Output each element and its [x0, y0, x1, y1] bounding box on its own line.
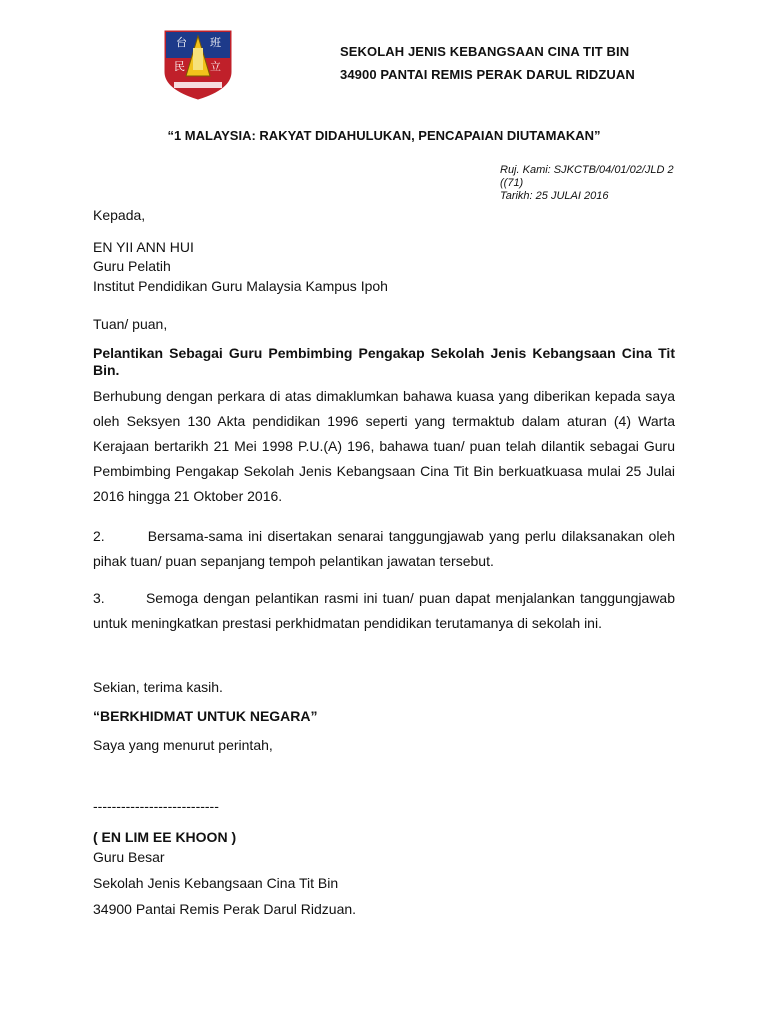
signature-line: ---------------------------	[93, 798, 219, 814]
school-logo	[160, 28, 236, 100]
reference-number: Ruj. Kami: SJKCTB/04/01/02/JLD 2	[500, 164, 674, 176]
school-address: 34900 PANTAI REMIS PERAK DARUL RIDZUAN	[340, 67, 635, 82]
recipient-institution: Institut Pendidikan Guru Malaysia Kampus Ipoh	[93, 278, 388, 294]
to-label: Kepada,	[93, 207, 146, 223]
closing-thanks: Sekian, terima kasih.	[93, 679, 223, 695]
school-name: SEKOLAH JENIS KEBANGSAAN CINA TIT BIN	[340, 44, 630, 59]
letter-subject: Pelantikan Sebagai Guru Pembimbing Pengakap Sekolah Jenis Kebangsaan Cina Tit Bin.	[93, 345, 675, 378]
recipient-name: EN YII ANN HUI	[93, 239, 194, 255]
paragraph-1: Berhubung dengan perkara di atas dimaklumkan bahawa kuasa yang diberikan kepada saya oleh Seksyen 130 Akta pendidikan 1996 seperti yang termaktub dalam aturan (4) Warta Kerajaan bertarikh 21 Mei 1998 P.U.(A) 196, bahawa tuan/ puan telah dilantik sebagai Guru Pembimbing Pengakap Sekolah Jenis Kebangsaan Cina Tit Bin berkuatkuasa mulai 25 Julai 2016 hingga 21 Oktober 2016.	[93, 388, 675, 504]
motto: “1 MALAYSIA: RAKYAT DIDAHULUKAN, PENCAPAIAN DIUTAMAKAN”	[167, 128, 601, 143]
recipient-position: Guru Pelatih	[93, 258, 171, 274]
greeting: Tuan/ puan,	[93, 316, 168, 332]
signatory-title: Guru Besar	[93, 849, 165, 865]
letter-date: Tarikh: 25 JULAI 2016	[500, 190, 609, 202]
paragraph-2: 2. Bersama-sama ini disertakan senarai tanggungjawab yang perlu dilaksanakan oleh pihak tuan/ puan sepanjang tempoh pelantikan jawatan tersebut.	[93, 528, 679, 569]
reference-block	[500, 164, 700, 203]
closing-slogan: “BERKHIDMAT UNTUK NEGARA”	[93, 708, 318, 724]
logo-char-4: 立	[210, 60, 221, 73]
signatory-name: ( EN LIM EE KHOON )	[93, 829, 237, 845]
logo-char-1: 台	[176, 36, 187, 49]
closing-obedient: Saya yang menurut perintah,	[93, 737, 273, 753]
logo-char-3: 民	[174, 60, 185, 73]
signatory-address: 34900 Pantai Remis Perak Darul Ridzuan.	[93, 901, 357, 917]
signatory-school: Sekolah Jenis Kebangsaan Cina Tit Bin	[93, 875, 339, 891]
paragraph-3: 3. Semoga dengan pelantikan rasmi ini tuan/ puan dapat menjalankan tanggungjawab untuk meningkatkan prestasi perkhidmatan pendidikan terutamanya di sekolah ini.	[93, 590, 679, 631]
reference-number-cont: ((71)	[500, 177, 524, 189]
logo-char-2: 班	[210, 36, 221, 49]
